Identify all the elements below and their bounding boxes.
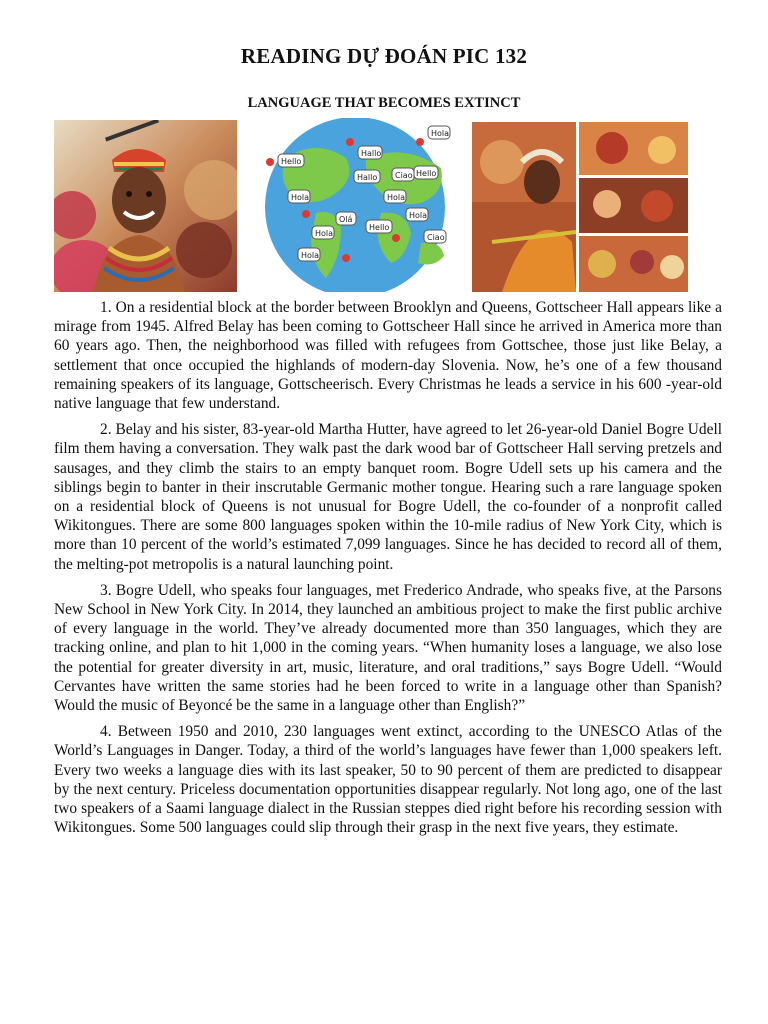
bubble-text: Ciao (427, 233, 445, 242)
speech-bubble (358, 146, 382, 159)
bubble-text: Hello (281, 157, 302, 166)
speech-bubble (336, 212, 356, 225)
speech-bubble (424, 230, 446, 243)
bubble-text: Olá (339, 215, 353, 224)
bubble-text: Hola (301, 251, 320, 260)
paragraph-4: 4. Between 1950 and 2010, 230 languages went extinct, according to the UNESCO Atlas of the World’s Languages in Danger. Today, a third of the world’s languages have fewer than 1,000 speakers left. Every two weeks a language dies with its last speaker, 50 to 90 percent of them are predicted to disappear by the next century. Priceless documentation opportunities disappear regularly. Not long ago, one of the last two speakers of a Saami language dialect in the Russian steppes died right before his recording session with Wikitongues. Some 500 languages could slip through their grasp in the next five years, they estimate. (54, 723, 722, 837)
bubble-text: Hola (431, 129, 450, 138)
bubble-text: Hola (387, 193, 406, 202)
bubble-text: Hola (409, 211, 428, 220)
speech-bubble (392, 168, 414, 181)
speech-bubble (354, 170, 380, 183)
paragraph-1: 1. On a residential block at the border between Brooklyn and Queens, Gottscheer Hall appears like a mirage from 1945. Alfred Belay has been coming to Gottscheer Hall since he arrived in America more than 60 years ago. Then, the neighborhood was filled with refugees from Gottschee, those just like Belay, a settlement that once occupied the highlands of modern-day Slovenia. Now, he’s one of a few thousand remaining speakers of its language, Gottscheerisch. Every Christmas he leads a service in his 600 -year-old native language that few understand. (54, 299, 722, 413)
photo-collage-cultural-dance (472, 122, 688, 292)
speech-bubble (428, 126, 450, 139)
article-body (54, 298, 722, 844)
collage-graphic (472, 122, 688, 292)
globe-icon (246, 118, 464, 292)
dancer-photo-graphic (54, 120, 237, 292)
speech-bubble (298, 248, 320, 261)
bubble-text: Hola (315, 229, 334, 238)
speech-bubble (384, 190, 406, 203)
paragraph-2: 2. Belay and his sister, 83-year-old Martha Hutter, have agreed to let 26-year-old Daniel Bogre Udell film them having a conversation. They walk past the dark wood bar of Gottscheer Hall serving pretzels and sausages, and they climb the stairs to an empty banquet room. Bogre Udell sets up his camera and the siblings begin to banter in their inscrutable Germanic mother tongue. Hearing such a rare language spoken on a residential block of Queens is not unusual for Bogre Udell, the co-founder of a nonprofit called Wikitongues. There are some 800 languages spoken within the 10-mile radius of New York City, which is more than 10 percent of the world’s estimated 7,099 languages. Since he has decided to record all of them, the melting-pot metropolis is a natural launching point. (54, 421, 722, 573)
bubble-text: Hello (416, 169, 437, 178)
paragraph-3: 3. Bogre Udell, who speaks four languages, met Frederico Andrade, who speaks five, at the Parsons New School in New York City. In 2014, they launched an ambitious project to make the first public archive of every language in the world. They’ve already documented more than 350 languages, which they are tracking online, and plan to hit 1,000 in the coming years. “When humanity loses a language, we also lose the potential for greater diversity in art, music, literature, and oral traditions,” says Bogre Udell. “Would Cervantes have written the same stories had he been forced to write in a language other than Spanish? Would the music of Beyoncé be the same in a language other than English?” (54, 581, 722, 715)
bubble-text: Ciao (395, 171, 413, 180)
speech-bubble (366, 220, 392, 233)
bubble-text: Hallo (361, 149, 382, 158)
speech-bubble (312, 226, 334, 239)
speech-bubble (414, 166, 438, 179)
page-subtitle: LANGUAGE THAT BECOMES EXTINCT (247, 95, 521, 111)
bubble-text: Hallo (357, 173, 378, 182)
photo-festival-dancer (54, 120, 237, 292)
header-images (0, 118, 768, 292)
speech-bubble (288, 190, 310, 203)
speech-bubble (278, 154, 304, 167)
globe-illustration (246, 118, 464, 292)
speech-bubble (406, 208, 428, 221)
page-title: READING DỰ ĐOÁN PIC 132 (240, 44, 528, 68)
bubble-text: Hello (369, 223, 390, 232)
bubble-text: Hola (291, 193, 310, 202)
